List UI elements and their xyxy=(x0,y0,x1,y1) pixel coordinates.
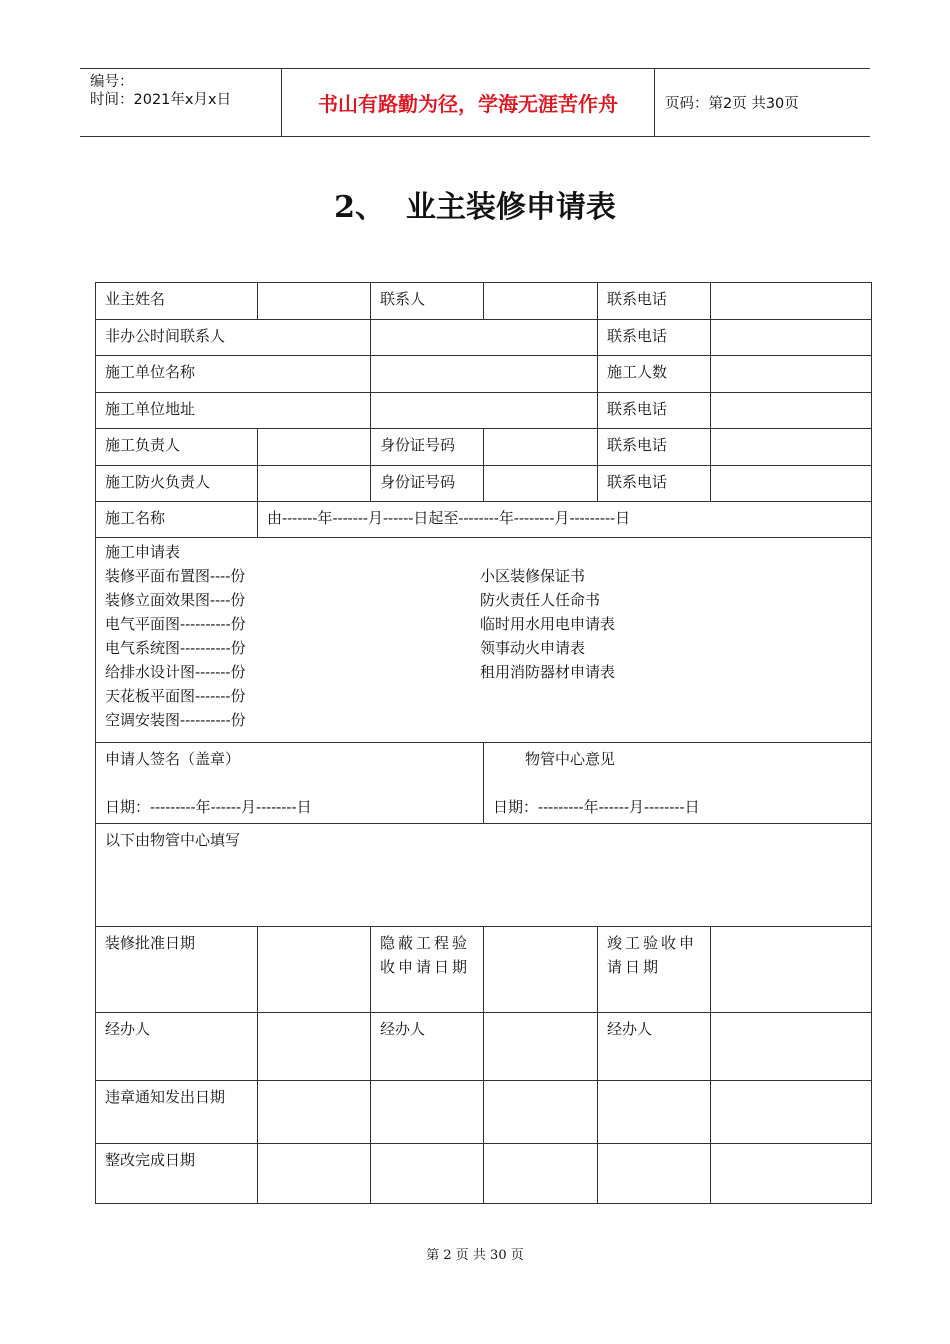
off-hours-contact-field[interactable] xyxy=(371,320,598,356)
id-number-field[interactable] xyxy=(484,466,598,502)
required-documents-list xyxy=(105,564,480,732)
phone-field[interactable] xyxy=(711,283,872,320)
page-info: 页码：第2页 共30页 xyxy=(665,96,799,112)
fire-manager-field[interactable] xyxy=(258,466,371,502)
approve-date-label: 装修批准日期 xyxy=(96,927,258,1013)
contact-field[interactable] xyxy=(484,283,598,320)
form-row-manager xyxy=(96,429,872,466)
form-row-owner xyxy=(96,283,872,320)
rectify-date-field[interactable] xyxy=(711,1144,872,1204)
owner-name-field[interactable] xyxy=(258,283,371,320)
list-item: 空调安装图----------份 xyxy=(105,711,246,729)
motto: 书山有路勤为径，学海无涯苦作舟 xyxy=(318,92,618,116)
handler-field[interactable] xyxy=(484,1013,598,1081)
company-address-label: 施工单位地址 xyxy=(96,393,371,429)
list-item: 装修立面效果图----份 xyxy=(105,591,246,609)
header-meta-cell xyxy=(80,69,282,136)
document-date: 时间：2021年x月x日 xyxy=(90,92,232,108)
list-item: 防火责任人任命书 xyxy=(480,591,601,609)
violation-date-field[interactable] xyxy=(598,1081,711,1144)
company-name-field[interactable] xyxy=(371,356,598,393)
application-list-cell xyxy=(96,538,872,743)
list-item: 天花板平面图-------份 xyxy=(105,687,246,705)
fire-manager-label: 施工防火负责人 xyxy=(96,466,258,502)
handler-label: 经办人 xyxy=(371,1013,484,1081)
management-fill-note: 以下由物管中心填写 xyxy=(96,824,872,927)
phone-field[interactable] xyxy=(711,429,872,466)
rectify-date-field[interactable] xyxy=(258,1144,371,1204)
page-title: 2、 业主装修申请表 xyxy=(334,190,616,225)
application-form xyxy=(95,282,872,1204)
handler-field[interactable] xyxy=(711,1013,872,1081)
contact-label: 联系人 xyxy=(371,283,484,320)
list-item: 电气平面图----------份 xyxy=(105,615,246,633)
page-header xyxy=(80,68,870,137)
manager-field[interactable] xyxy=(258,429,371,466)
phone-field[interactable] xyxy=(711,466,872,502)
id-number-field[interactable] xyxy=(484,429,598,466)
violation-date-field[interactable] xyxy=(258,1081,371,1144)
approve-date-field[interactable] xyxy=(258,927,371,1013)
handler-field[interactable] xyxy=(258,1013,371,1081)
form-row-signature xyxy=(96,743,872,824)
rectify-date-field[interactable] xyxy=(484,1144,598,1204)
list-item: 电气系统图----------份 xyxy=(105,639,246,657)
violation-date-label: 违章通知发出日期 xyxy=(96,1081,258,1144)
off-hours-contact-label: 非办公时间联系人 xyxy=(96,320,371,356)
applicant-signature-cell[interactable] xyxy=(96,743,484,824)
form-row-fire-manager xyxy=(96,466,872,502)
handler-label: 经办人 xyxy=(96,1013,258,1081)
list-item: 给排水设计图-------份 xyxy=(105,663,246,681)
owner-name-label: 业主姓名 xyxy=(96,283,258,320)
form-row-approval xyxy=(96,927,872,1013)
rectify-date-field[interactable] xyxy=(598,1144,711,1204)
management-opinion-label: 物管中心意见 xyxy=(525,750,616,768)
form-row-rectify xyxy=(96,1144,872,1204)
id-number-label: 身份证号码 xyxy=(371,429,484,466)
completion-label: 竣工验收申请日期 xyxy=(598,927,711,1013)
form-row-company xyxy=(96,356,872,393)
list-item: 领事动火申请表 xyxy=(480,639,586,657)
rectify-date-label: 整改完成日期 xyxy=(96,1144,258,1204)
list-item: 临时用水用电申请表 xyxy=(480,615,616,633)
application-heading: 施工申请表 xyxy=(105,543,181,561)
hidden-works-field[interactable] xyxy=(484,927,598,1013)
worker-count-label: 施工人数 xyxy=(598,356,711,393)
project-name-label: 施工名称 xyxy=(96,502,258,538)
document-number: 编号： xyxy=(90,74,134,90)
form-row-violation xyxy=(96,1081,872,1144)
list-item: 装修平面布置图----份 xyxy=(105,567,246,585)
violation-date-field[interactable] xyxy=(484,1081,598,1144)
form-row-note xyxy=(96,824,872,927)
project-period-field[interactable]: 由-------年-------月------日起至--------年--------月---------日 xyxy=(258,502,872,538)
phone-field[interactable] xyxy=(711,320,872,356)
header-page-cell xyxy=(655,69,870,136)
applicant-signature-label: 申请人签名（盖章） xyxy=(105,750,241,768)
phone-label: 联系电话 xyxy=(598,393,711,429)
applicant-date: 日期：---------年------月--------日 xyxy=(105,798,312,816)
form-row-off-hours xyxy=(96,320,872,356)
list-item: 租用消防器材申请表 xyxy=(480,663,616,681)
header-motto-cell xyxy=(282,69,655,136)
manager-label: 施工负责人 xyxy=(96,429,258,466)
company-address-field[interactable] xyxy=(371,393,598,429)
phone-field[interactable] xyxy=(711,393,872,429)
phone-label: 联系电话 xyxy=(598,320,711,356)
supporting-documents-list xyxy=(480,564,615,684)
completion-field[interactable] xyxy=(711,927,872,1013)
company-name-label: 施工单位名称 xyxy=(96,356,371,393)
handler-label: 经办人 xyxy=(598,1013,711,1081)
rectify-date-field[interactable] xyxy=(371,1144,484,1204)
list-item: 小区装修保证书 xyxy=(480,567,586,585)
form-row-project xyxy=(96,502,872,538)
violation-date-field[interactable] xyxy=(711,1081,872,1144)
form-row-address xyxy=(96,393,872,429)
phone-label: 联系电话 xyxy=(598,429,711,466)
management-date: 日期：---------年------月--------日 xyxy=(493,798,700,816)
page-footer: 第 2 页 共 30 页 xyxy=(426,1248,524,1263)
violation-date-field[interactable] xyxy=(371,1081,484,1144)
phone-label: 联系电话 xyxy=(598,466,711,502)
worker-count-field[interactable] xyxy=(711,356,872,393)
management-opinion-cell[interactable] xyxy=(484,743,872,824)
id-number-label: 身份证号码 xyxy=(371,466,484,502)
form-row-application-list xyxy=(96,538,872,743)
phone-label: 联系电话 xyxy=(598,283,711,320)
hidden-works-label: 隐蔽工程验收申请日期 xyxy=(371,927,484,1013)
form-row-handler xyxy=(96,1013,872,1081)
